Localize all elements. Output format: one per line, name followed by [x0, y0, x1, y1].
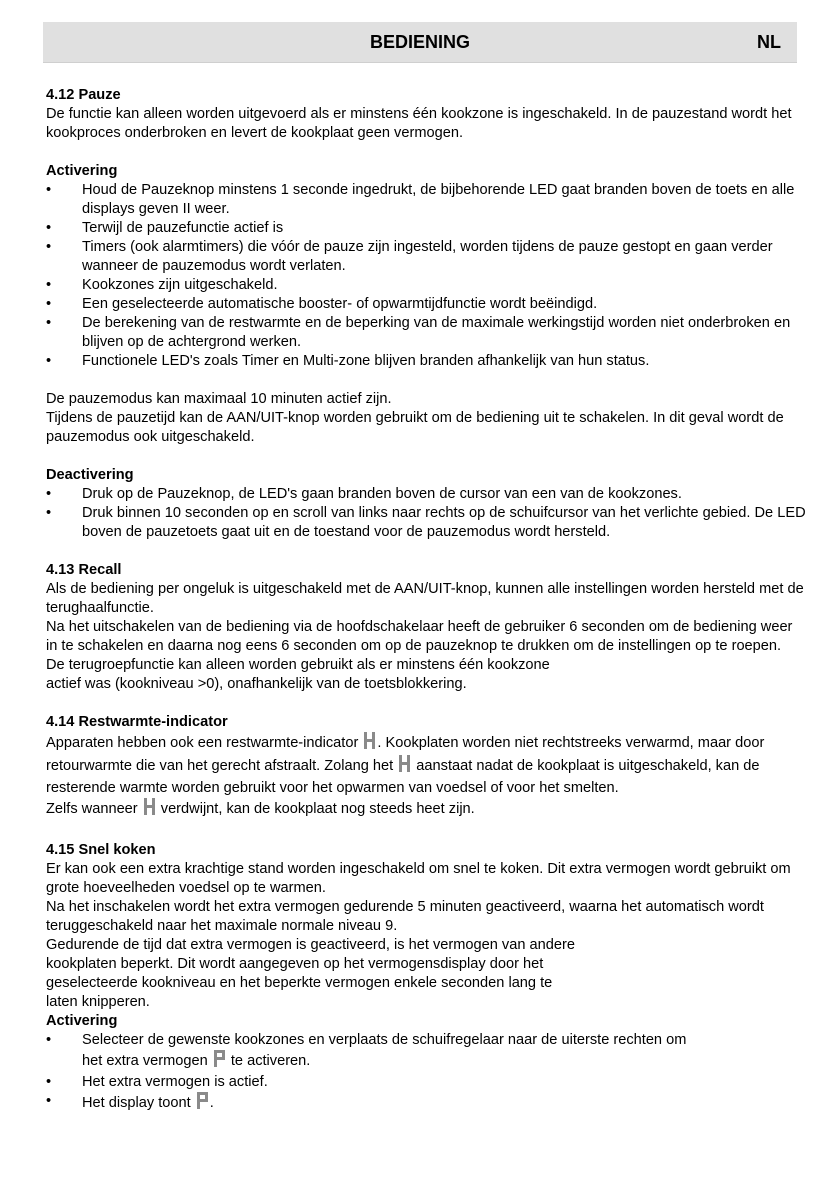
text-span: aanstaat nadat de kookplaat is uitgeschakeld, kan de resterende warmte worden gebruikt voor het opwarmen van voedsel of voor het smelten. — [46, 758, 760, 796]
paragraph: De functie kan alleen worden uitgevoerd als er minstens één kookzone is ingeschakeld. In de pauzestand wordt het kookproces onderbroken en levert de kookplaat geen vermogen. — [46, 106, 792, 141]
paragraph: actief was (kookniveau >0), onafhankelijk van de toetsblokkering. — [46, 676, 467, 692]
residual-heat-H-icon — [144, 798, 155, 822]
paragraph: Gedurende de tijd dat extra vermogen is geactiveerd, is het vermogen van andere — [46, 937, 575, 953]
section-title-4-14: 4.14 Restwarmte-indicator — [46, 714, 228, 730]
power-boost-P-icon — [197, 1092, 208, 1115]
paragraph: kookplaten beperkt. Dit wordt aangegeven op het vermogensdisplay door het — [46, 956, 544, 972]
paragraph: Na het inschakelen wordt het extra vermogen gedurende 5 minuten geactiveerd, waarna het automatisch wordt teruggeschakeld naar het maximale normale niveau 9. — [46, 899, 764, 934]
list-item — [46, 1031, 806, 1073]
subsection-title-activering: Activering — [46, 163, 118, 179]
paragraph: Tijdens de pauzetijd kan de AAN/UIT-knop worden gebruikt om de bediening uit te schakelen. In dit geval wordt de pauzemodus ook uitgeschakeld. — [46, 410, 784, 445]
paragraph — [46, 732, 806, 798]
paragraph: Er kan ook een extra krachtige stand worden ingeschakeld om snel te koken. Dit extra vermogen wordt gebruikt om grote hoeveelheden voedsel op te warmen. — [46, 861, 791, 896]
text-span: het extra vermogen — [82, 1053, 212, 1069]
text-span: . Kookplaten worden niet rechtstreeks verwarmd, maar door retourwarmte die van het gerecht afstraalt. Zolang het — [46, 735, 765, 774]
list-item — [46, 1092, 806, 1115]
list-item: • Houd de Pauzeknop minstens 1 seconde ingedrukt, de bijbehorende LED gaat branden boven de toets en alle displays geven II weer. — [46, 181, 806, 219]
section-title-4-13: 4.13 Recall — [46, 562, 122, 578]
text-span: . — [209, 1095, 214, 1111]
residual-heat-H-icon — [399, 755, 410, 778]
list-item: • De berekening van de restwarmte en de beperking van de maximale werkingstijd worden niet onderbroken en blijven op de achtergrond werken. — [46, 314, 806, 352]
list-item: • Het extra vermogen is actief. — [46, 1073, 806, 1092]
bullet-list-snel-koken — [46, 1031, 806, 1115]
page-title: BEDIENING — [369, 32, 470, 52]
content — [46, 86, 806, 1115]
paragraph: Als de bediening per ongeluk is uitgeschakeld met de AAN/UIT-knop, kunnen alle instellingen worden hersteld met de terughaalfunctie. — [46, 581, 804, 616]
residual-heat-H-icon — [364, 732, 375, 755]
page-header — [43, 22, 797, 63]
list-item: • Functionele LED's zoals Timer en Multi-zone blijven branden afhankelijk van hun status. — [46, 352, 806, 371]
list-item: • Terwijl de pauzefunctie actief is — [46, 219, 806, 238]
list-item: • Timers (ook alarmtimers) die vóór de pauze zijn ingesteld, worden tijdens de pauze gestopt en gaan verder wanneer de pauzemodus wordt verlaten. — [46, 238, 806, 276]
paragraph: geselecteerde kookniveau en het beperkte vermogen enkele seconden lang te — [46, 975, 553, 991]
text-span: Selecteer de gewenste kookzones en verplaats de schuifregelaar naar de uiterste rechten om — [82, 1032, 687, 1048]
paragraph — [46, 798, 806, 822]
text-span: Apparaten hebben ook een restwarmte-indicator — [46, 735, 363, 751]
text-span: verdwijnt, kan de kookplaat nog steeds heet zijn. — [156, 801, 475, 817]
list-item: • Kookzones zijn uitgeschakeld. — [46, 276, 806, 295]
paragraph: De terugroepfunctie kan alleen worden gebruikt als er minstens één kookzone — [46, 657, 550, 673]
text-span: Het display toont — [82, 1095, 195, 1111]
paragraph: De pauzemodus kan maximaal 10 minuten actief zijn. — [46, 391, 392, 407]
paragraph: laten knipperen. — [46, 994, 150, 1010]
subsection-title-deactivering: Deactivering — [46, 467, 134, 483]
power-boost-P-icon — [214, 1050, 225, 1073]
bullet-list-activering — [46, 181, 806, 371]
list-item: • Druk binnen 10 seconden op en scroll van links naar rechts op de schuifcursor van het verlichte gebied. De LED boven de pauzetoets gaat uit en de toestand voor de pauzemodus wordt hersteld. — [46, 504, 806, 542]
paragraph: Na het uitschakelen van de bediening via de hoofdschakelaar heeft de gebruiker 6 seconden om de bediening weer in te schakelen en daarna nog eens 6 seconden om op de pauzeknop te drukken om de instellingen op te roepen. — [46, 619, 793, 654]
language-label: NL — [757, 32, 781, 52]
section-title-4-15: 4.15 Snel koken — [46, 842, 156, 858]
section-title-4-12: 4.12 Pauze — [46, 87, 121, 103]
bullet-list-deactivering — [46, 485, 806, 542]
list-item: • Druk op de Pauzeknop, de LED's gaan branden boven de cursor van een van de kookzones. — [46, 485, 806, 504]
text-span: Zelfs wanneer — [46, 801, 142, 817]
subsection-title-activering: Activering — [46, 1013, 118, 1029]
list-item: • Een geselecteerde automatische booster- of opwarmtijdfunctie wordt beëindigd. — [46, 295, 806, 314]
text-span: te activeren. — [226, 1053, 311, 1069]
